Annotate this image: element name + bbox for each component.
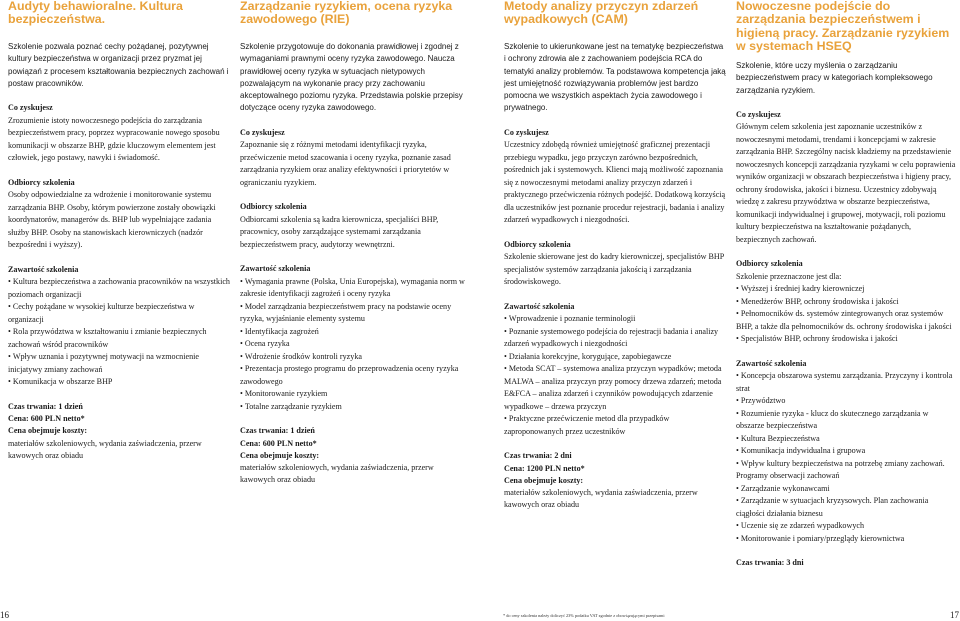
list-item: • Monitorowanie i pomiary/przeglądy kierownictwa <box>736 533 956 546</box>
content-list <box>240 276 468 414</box>
course-meta <box>736 557 956 569</box>
column-accident-analysis <box>504 0 726 512</box>
content-section <box>736 358 956 546</box>
list-item: • Identyfikacja zagrożeń <box>240 326 468 339</box>
audience-section <box>504 239 726 289</box>
list-item: • Wpływ kultury bezpieczeństwa na potrzebę zmiany zachowań. Programy obserwacji zachowań <box>736 458 956 483</box>
audience-section <box>736 258 956 346</box>
content-heading: Zawartość szkolenia <box>504 301 575 311</box>
list-item: • Ocena ryzyka <box>240 338 468 351</box>
list-item: • Zarządzanie wykonawcami <box>736 483 956 496</box>
list-item: • Prezentacja prostego programu do przeprowadzenia oceny ryzyka zawodowego <box>240 363 468 388</box>
column-behavioral-audits <box>8 0 230 462</box>
column-modern-ohs <box>736 0 956 570</box>
column-risk-management <box>240 0 468 487</box>
list-item: • Przywództwo <box>736 395 956 408</box>
list-item: • Praktyczne przećwiczenie metod dla przypadków zaproponowanych przez uczestników <box>504 413 726 438</box>
benefits-heading: Co zyskujesz <box>8 103 53 113</box>
price-includes-text: materiałów szkoleniowych, wydania zaświadczenia, przerw kawowych oraz obiadu <box>8 438 202 460</box>
list-item: • Kultura Bezpieczeństwa <box>736 433 956 446</box>
page-number-left: 16 <box>0 610 9 620</box>
list-item: • Model zarządzania bezpieczeństwem pracy na podstawie oceny ryzyka, wyjaśnianie elementy systemu <box>240 301 468 326</box>
price-includes-heading: Cena obejmuje koszty: <box>504 475 584 485</box>
audience-text: Osoby odpowiedzialne za wdrożenie i monitorowanie systemu zarządzania BHP. Osoby, którym powierzone zostały obowiązki koordynatorów, managerów ds. BHP lub wypełniające zadania służby BHP. Osoby na stanowiskach kierowniczych (nadzór bezpośredni i wyższy). <box>8 190 216 250</box>
vat-footnote: * do ceny szkolenia należy doliczyć 23% podatku VAT zgodnie z obowiązującymi przepisami <box>503 613 665 618</box>
audience-heading: Odbiorcy szkolenia <box>8 177 75 187</box>
price: Cena: 600 PLN netto* <box>240 438 317 448</box>
list-item: • Rola przywództwa w kształtowaniu i zmianie bezpiecznych zachowań wśród pracowników <box>8 326 230 351</box>
list-item: • Wdrożenie środków kontroli ryzyka <box>240 351 468 364</box>
duration: Czas trwania: 1 dzień <box>240 426 315 436</box>
content-section <box>504 301 726 439</box>
list-item: • Koncepcja obszarowa systemu zarządzania. Przyczyny i kontrola strat <box>736 370 956 395</box>
audience-section <box>8 177 230 252</box>
benefits-section <box>8 102 230 165</box>
list-item: • Wyższej i średniej kadry kierowniczej <box>736 283 956 296</box>
list-item: • Monitorowanie ryzykiem <box>240 388 468 401</box>
benefits-section <box>240 127 468 190</box>
audience-heading: Odbiorcy szkolenia <box>504 239 571 249</box>
course-intro: Szkolenie przygotowuje do dokonania prawidłowej i zgodnej z wymaganiami prawnymi oceny ryzyka zawodowego. Naucza prawidłowej oceny ryzyka w sytuacjach nietypowych pozwalającym na wykonanie pracy przy zachowaniu akceptowalnego poziomu ryzyka. Przedstawia polskie przepisy dotyczące oceny ryzyka zawodowego. <box>240 42 463 113</box>
course-intro: Szkolenie to ukierunkowane jest na tematykę bezpieczeństwa i ochrony zdrowia ale z zachowaniem podejścia RCA do tematyki analizy problemów. Ta podstawowa kompetencja jaką jest umiejętność rozwiązywania problemów jest bardzo pomocna we wszystkich aspektach życia zawodowego i prywatnego. <box>504 42 726 113</box>
course-title: Metody analizy przyczyn zdarzeń wypadkowych (CAM) <box>504 0 699 27</box>
course-meta <box>504 450 726 511</box>
content-heading: Zawartość szkolenia <box>8 264 79 274</box>
list-item: • Komunikacja w obszarze BHP <box>8 376 230 389</box>
list-item: • Wprowadzenie i poznanie terminologii <box>504 313 726 326</box>
benefits-heading: Co zyskujesz <box>504 127 549 137</box>
page-number-right: 17 <box>950 610 959 620</box>
course-title: Audyty behawioralne. Kultura bezpieczeństwa. <box>8 0 183 27</box>
duration: Czas trwania: 3 dni <box>736 558 804 568</box>
list-item: • Działania korekcyjne, korygujące, zapobiegawcze <box>504 351 726 364</box>
list-item: • Wpływ uznania i pozytywnej motywacji na wzmocnienie inicjatywy zmiany zachowań <box>8 351 230 376</box>
list-item: • Wymagania prawne (Polska, Unia Europejska), wymagania norm w zakresie identyfikacji zagrożeń i oceny ryzyka <box>240 276 468 301</box>
benefits-section <box>736 109 956 247</box>
list-item: • Kultura bezpieczeństwa a zachowania pracowników na wszystkich poziomach organizacji <box>8 276 230 301</box>
list-item: • Komunikacja indywidualna i grupowa <box>736 445 956 458</box>
list-item: • Menedżerów BHP, ochrony środowiska i jakości <box>736 296 956 309</box>
list-item: • Uczenie się ze zdarzeń wypadkowych <box>736 520 956 533</box>
audience-text: Szkolenie skierowane jest do kadry kierowniczej, specjalistów BHP specjalistów systemów zarządzania jakością i zarządzania środowiskowego. <box>504 252 724 287</box>
benefits-text: Głównym celem szkolenia jest zapoznanie uczestników z nowoczesnymi metodami, trendami i koncepcjami w zakresie zarządzania BHP. Szczególny nacisk kładziemy na przedstawienie nowoczesnych koncepcji zarządzania ryzykami w celu poprawienia wyników organizacji w obszarach bezpieczeństwa i higieny pracy, ochrony środowiska, jakości i biznesu. Uczestnicy zdobywają wiedzę z zakresu przywództwa w obszarze bezpieczeństwa, komunikacji indywidualnej i grupowej, motywacji, roli poziomu kultury bezpieczeństwa na kształtowanie pożądanych, bezpiecznych zachowań. <box>736 122 956 244</box>
benefits-heading: Co zyskujesz <box>736 109 781 119</box>
benefits-heading: Co zyskujesz <box>240 127 285 137</box>
audience-list <box>736 283 956 346</box>
course-intro: Szkolenie pozwala poznać cechy pożądanej, pozytywnej kultury bezpieczeństwa w organizacji przez pryzmat jej powiązań z procesem kształtowania bezpiecznych zachowań i postaw pracowników. <box>8 42 229 88</box>
duration: Czas trwania: 1 dzień <box>8 401 83 411</box>
content-heading: Zawartość szkolenia <box>736 358 807 368</box>
list-item: • Specjalistów BHP, ochrony środowiska i jakości <box>736 333 956 346</box>
benefits-section <box>504 127 726 227</box>
course-title: Zarządzanie ryzykiem, ocena ryzyka zawodowego (RIE) <box>240 0 453 27</box>
audience-text: Szkolenie przeznaczone jest dla: <box>736 271 842 281</box>
content-section <box>240 263 468 413</box>
benefits-text: Uczestnicy zdobędą również umiejętność graficznej prezentacji przebiegu wypadku, jego przyczyn zarówno bezpośrednich, pośrednich jak i systemowych. Klienci mają możliwość zapoznania się z nowoczesnymi metodami analizy przyczyn zdarzeń i praktycznego przećwiczenia różnych podejść. Dodatkową korzyścią dla uczestników jest poznanie procedur rejestracji, badania i analizy zdarzeń wypadkowych i niezgodności. <box>504 140 726 225</box>
audience-text: Odbiorcami szkolenia są kadra kierownicza, specjaliści BHP, pracownicy, osoby zarządzające systemami zarządzania bezpieczeństwem pracy, audytorzy wewnętrzni. <box>240 214 439 249</box>
content-list <box>504 313 726 438</box>
price-includes-heading: Cena obejmuje koszty: <box>8 426 88 436</box>
course-meta <box>240 425 468 486</box>
course-title: Nowoczesne podejście do zarządzania bezpieczeństwem i higieną pracy. Zarządzanie ryzykiem w systemach HSEQ <box>736 0 950 54</box>
price-includes-text: materiałów szkoleniowych, wydania zaświadczenia, przerw kawowych oraz obiadu <box>240 463 434 485</box>
benefits-text: Zrozumienie istoty nowoczesnego podejścia do zarządzania bezpieczeństwem pracy, poprzez wypracowanie nowego sposobu komunikacji w obszarze BHP, gdzie kluczowym elementem jest człowiek, jego postawy, nawyki i świadomość. <box>8 115 220 163</box>
list-item: • Poznanie systemowego podejścia do rejestracji badania i analizy zdarzeń wypadkowych i niezgodności <box>504 326 726 351</box>
price-includes-heading: Cena obejmuje koszty: <box>240 450 320 460</box>
audience-heading: Odbiorcy szkolenia <box>240 202 307 212</box>
content-list <box>736 370 956 545</box>
audience-section <box>240 201 468 251</box>
content-list <box>8 276 230 389</box>
content-heading: Zawartość szkolenia <box>240 264 311 274</box>
course-meta <box>8 401 230 462</box>
price: Cena: 600 PLN netto* <box>8 413 85 423</box>
price: Cena: 1200 PLN netto* <box>504 463 585 473</box>
price-includes-text: materiałów szkoleniowych, wydania zaświadczenia, przerw kawowych oraz obiadu <box>504 488 698 510</box>
course-intro: Szkolenie, które uczy myślenia o zarządzaniu bezpieczeństwem pracy w kategoriach kompleksowego zarządzania ryzykiem. <box>736 61 933 95</box>
duration: Czas trwania: 2 dni <box>504 451 572 461</box>
list-item: • Pełnomocników ds. systemów zintegrowanych oraz systemów BHP, a także dla pełnomocników ds. ochrony środowiska i jakości <box>736 308 956 333</box>
benefits-text: Zapoznanie się z różnymi metodami identyfikacji ryzyka, przećwiczenie metod szacowania i oceny ryzyka, poznanie zasad zarządzania ryzykiem oraz analizy efektywności i priorytetów w ograniczaniu ryzykiem. <box>240 140 451 187</box>
list-item: • Cechy pożądane w wysokiej kulturze bezpieczeństwa w organizacji <box>8 301 230 326</box>
list-item: • Zarządzanie w sytuacjach kryzysowych. Plan zachowania ciągłości działania biznesu <box>736 495 956 520</box>
list-item: • Rozumienie ryzyka - klucz do skutecznego zarządzania w obszarze bezpieczeństwa <box>736 408 956 433</box>
audience-heading: Odbiorcy szkolenia <box>736 259 803 269</box>
content-section <box>8 264 230 389</box>
list-item: • Metoda SCAT – systemowa analiza przyczyn wypadków; metoda MALWA – analiza przyczyn przy pomocy drzewa zdarzeń; metoda E&FCA – analiza zdarzeń i czynników powodujących zdarzenie wypadkowe – drzewa przyczyn <box>504 363 726 413</box>
list-item: • Totalne zarządzanie ryzykiem <box>240 401 468 414</box>
